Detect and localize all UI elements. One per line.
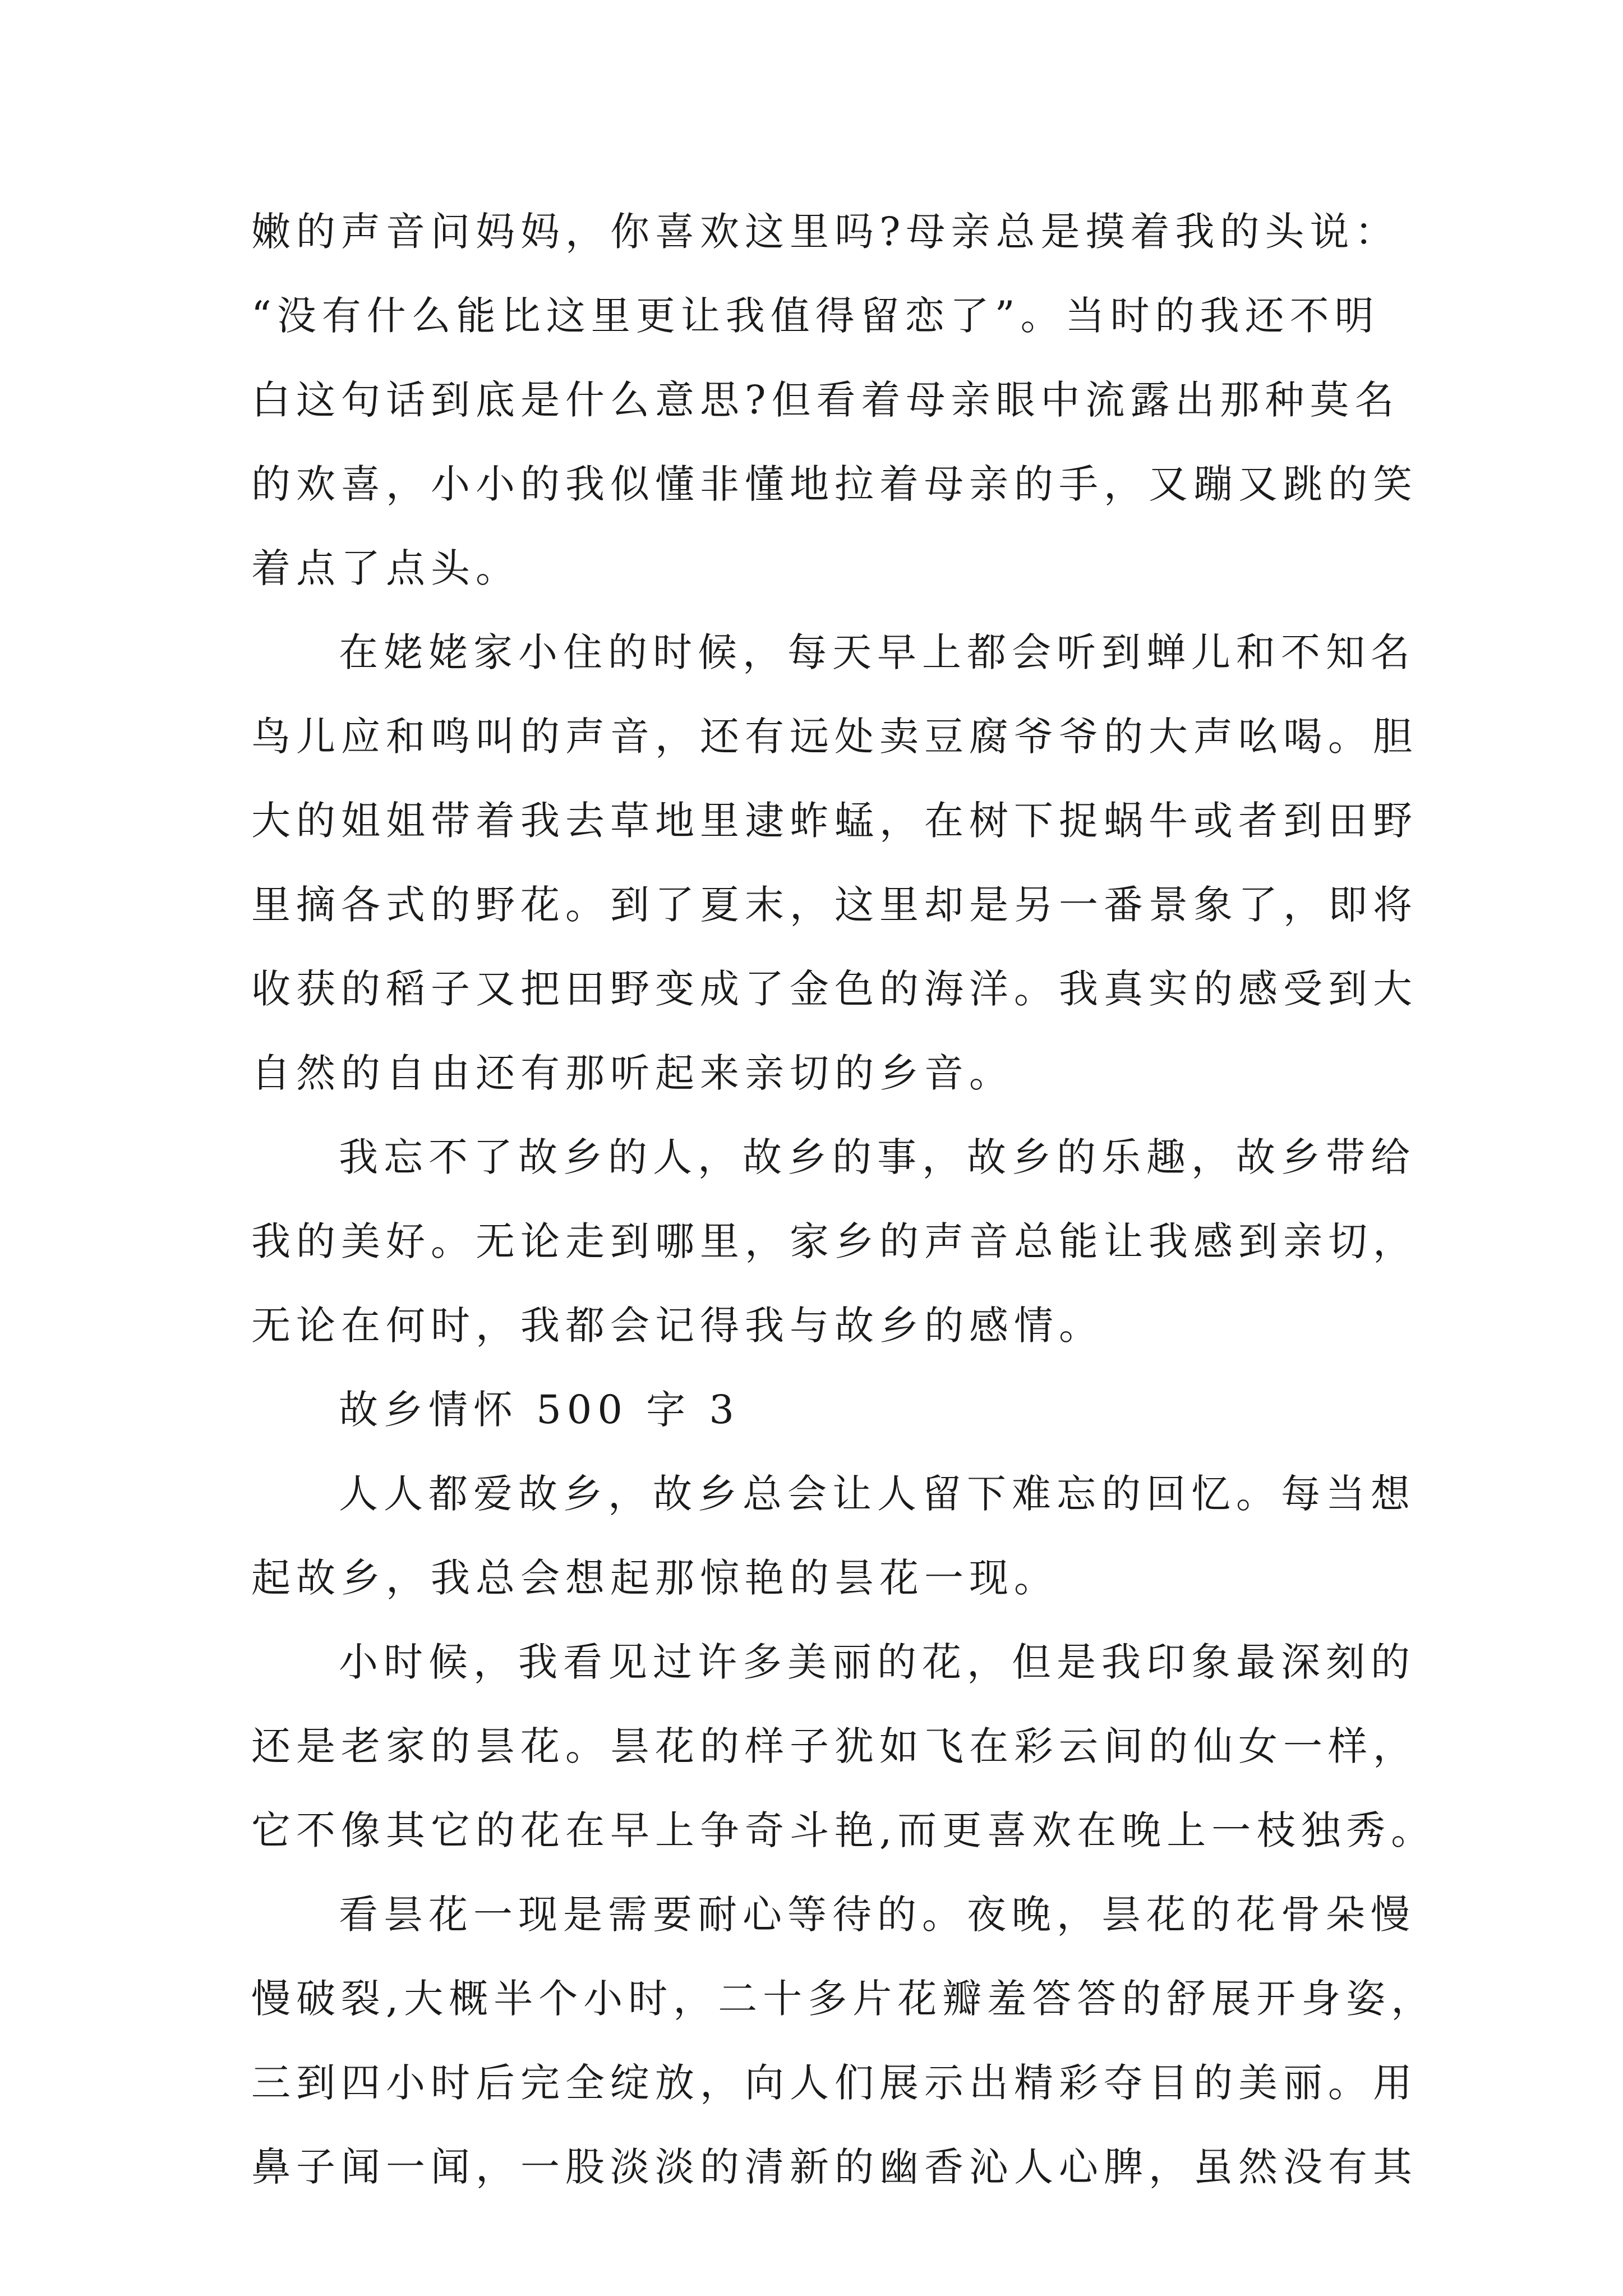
text-line: 人人都爱故乡，故乡总会让人留下难忘的回忆。每当想	[339, 1471, 1415, 1517]
text-line: 我的美好。无论走到哪里，家乡的声音总能让我感到亲切，	[251, 1218, 1418, 1264]
text-line: 我忘不了故乡的人，故乡的事，故乡的乐趣，故乡带给	[339, 1134, 1415, 1180]
text-line: 白这句话到底是什么意思?但看着母亲眼中流露出那种莫名	[251, 377, 1400, 423]
text-line: 无论在何时，我都会记得我与故乡的感情。	[251, 1303, 1104, 1349]
text-line: 起故乡，我总会想起那惊艳的昙花一现。	[251, 1555, 1059, 1601]
text-line: 收获的稻子又把田野变成了金色的海洋。我真实的感受到大	[251, 966, 1418, 1012]
text-line: 慢破裂,大概半个小时，二十多片花瓣羞答答的舒展开身姿，	[251, 1976, 1436, 2022]
text-line: 小时候，我看见过许多美丽的花，但是我印象最深刻的	[339, 1639, 1415, 1685]
text-line: 它不像其它的花在早上争奇斗艳,而更喜欢在晚上一枝独秀。	[251, 1807, 1436, 1853]
text-line: 的欢喜，小小的我似懂非懂地拉着母亲的手，又蹦又跳的笑	[251, 461, 1418, 507]
text-line: 看昙花一现是需要耐心等待的。夜晚，昙花的花骨朵慢	[339, 1892, 1415, 1938]
section-heading: 故乡情怀 500 字 3	[339, 1387, 740, 1433]
text-line: “没有什么能比这里更让我值得留恋了”。当时的我还不明	[251, 293, 1380, 339]
text-line: 在姥姥家小住的时候，每天早上都会听到蝉儿和不知名	[339, 629, 1415, 675]
text-line: 嫩的声音问妈妈，你喜欢这里吗?母亲总是摸着我的头说：	[251, 209, 1400, 255]
text-line: 大的姐姐带着我去草地里逮蚱蜢，在树下捉蜗牛或者到田野	[251, 798, 1418, 844]
text-line: 里摘各式的野花。到了夏末，这里却是另一番景象了，即将	[251, 882, 1418, 928]
text-line: 三到四小时后完全绽放，向人们展示出精彩夺目的美丽。用	[251, 2060, 1418, 2106]
text-line: 自然的自由还有那听起来亲切的乡音。	[251, 1050, 1014, 1096]
text-line: 鸟儿应和鸣叫的声音，还有远处卖豆腐爷爷的大声吆喝。胆	[251, 714, 1418, 760]
text-line: 着点了点头。	[251, 545, 520, 591]
text-line: 还是老家的昙花。昙花的样子犹如飞在彩云间的仙女一样，	[251, 1723, 1418, 1769]
text-line: 鼻子闻一闻，一股淡淡的清新的幽香沁人心脾，虽然没有其	[251, 2144, 1418, 2190]
